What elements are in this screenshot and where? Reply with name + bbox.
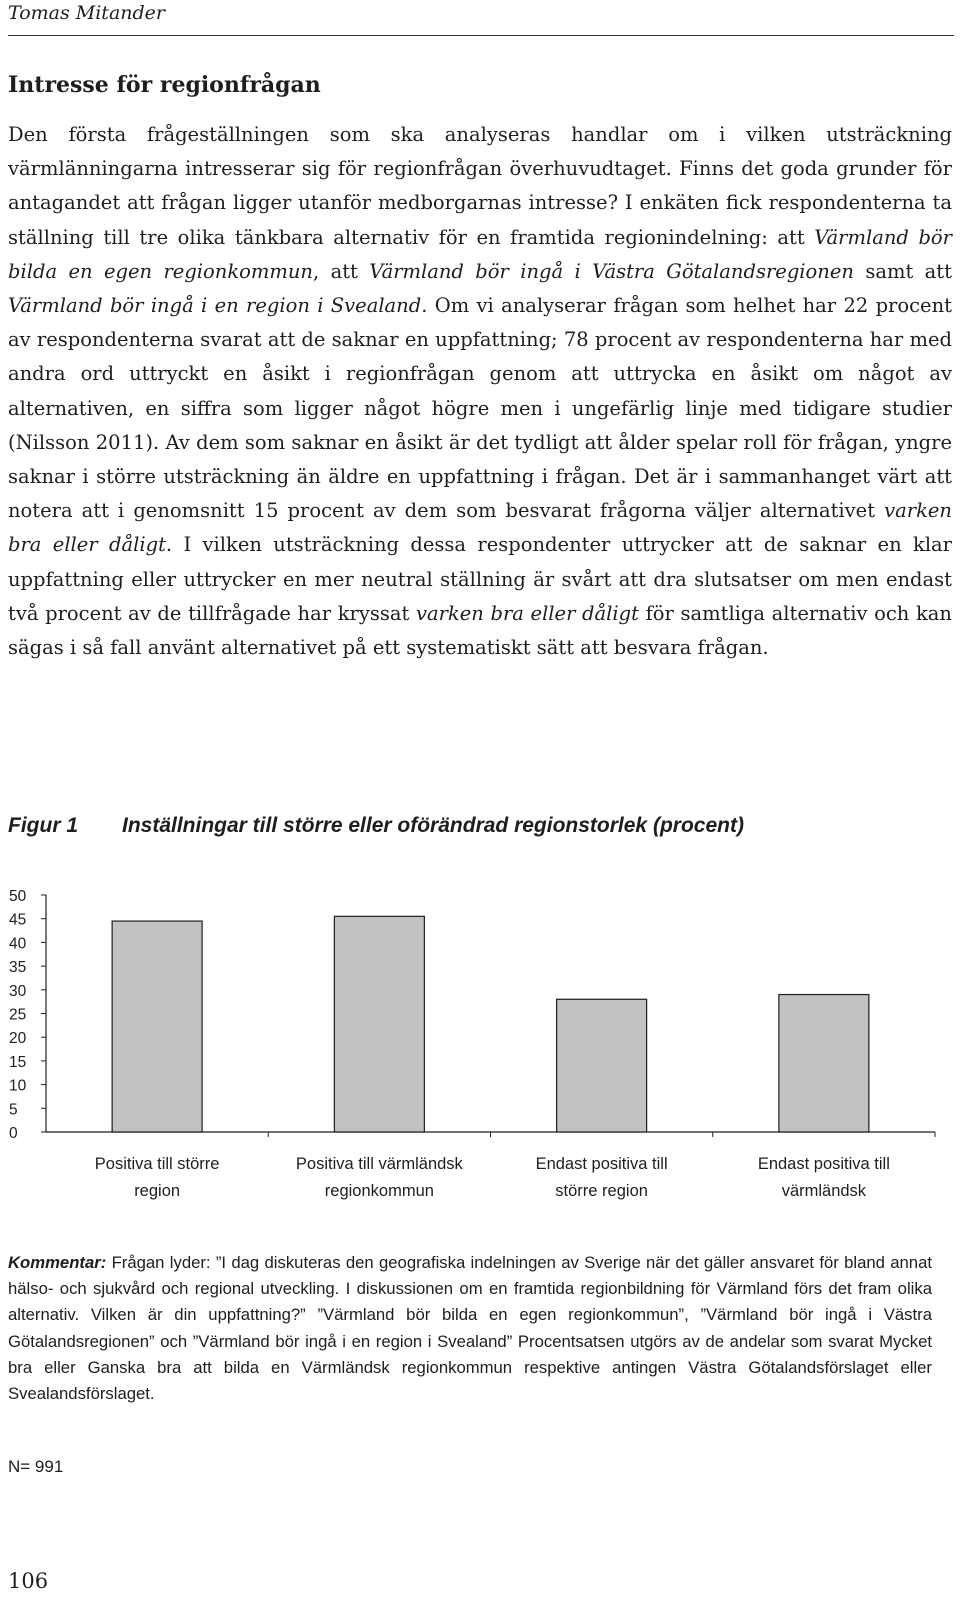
x-category-label: Positiva till större <box>94 1155 220 1173</box>
comment-lead: Kommentar: <box>8 1253 107 1272</box>
x-category-label: större region <box>555 1182 648 1200</box>
bar <box>779 995 869 1132</box>
y-tick-label: 35 <box>9 959 27 977</box>
y-tick-label: 25 <box>9 1006 27 1024</box>
body-italic-run: varken bra eller dåligt <box>415 601 639 625</box>
page-number: 106 <box>8 1569 49 1593</box>
x-category-label: värmländsk <box>781 1182 867 1200</box>
body-text-run: Om vi analyserar frågan som helhet har 22 procent av respondenterna svarat att de saknar en uppfattning; 78 procent av respondenterna har med andra ord uttryckt en åsikt i regionfrågan genom att uttrycka en åsikt om något av alternativen, en siffra som ligger något högre men i ungefärlig linje med tidigare studier (Nilsson 2011). Av dem som saknar en åsikt är det tydligt att ålder spelar roll för frågan, yngre saknar i större utsträckning än äldre en uppfattning i frågan. Det är i sammanhanget värt att notera att i genomsnitt 15 procent av dem som besvarat frågorna väljer alternativet <box>8 294 952 523</box>
body-italic-run: Värmland bör ingå i Västra Götalandsregionen <box>369 259 854 283</box>
sample-size: N= 991 <box>8 1457 64 1476</box>
x-category-label: Positiva till värmländsk <box>295 1155 463 1173</box>
section-heading: Intresse för regionfrågan <box>8 72 321 98</box>
figure-comment <box>8 1250 932 1407</box>
x-category-label: region <box>134 1182 181 1200</box>
running-header-author: Tomas Mitander <box>8 2 165 24</box>
y-tick-label: 20 <box>9 1030 27 1048</box>
body-text-run: , att <box>313 259 370 283</box>
y-tick-label: 40 <box>9 935 27 953</box>
body-italic-run: Värmland bör ingå i en region i Svealand. <box>8 294 428 318</box>
y-tick-label: 15 <box>9 1053 27 1071</box>
body-italic-run: varken bra eller dåligt <box>8 499 952 557</box>
body-text-run: Den första frågeställningen som ska analyseras handlar om i vilken utsträckning värmlänningarna intresserar sig för regionfrågan överhuvudtaget. Finns det goda grunder för antagandet att frågan ligger utanför medborgarnas intresse? I enkäten fick respondenterna ta ställning till tre olika tänkbara alternativ för en framtida regionindelning: att <box>8 123 952 249</box>
body-paragraph <box>8 118 952 665</box>
x-category-label: Endast positiva till <box>757 1155 890 1173</box>
y-tick-label: 10 <box>9 1077 27 1095</box>
y-tick-label: 0 <box>9 1125 18 1142</box>
x-category-label: Endast positiva till <box>535 1155 668 1173</box>
comment-text: Frågan lyder: ”I dag diskuteras den geografiska indelningen av Sverige när det gäller ansvaret för bland annat hälso- och sjukvård och regional utveckling. I diskussionen om en framtida regionbildning för Värmland förs det fram olika alternativ. Vilken är din uppfattning?” ”Värmland bör bilda en egen regionkommun”, ”Värmland bör ingå i Västra Götalandsregionen” och ”Värmland bör ingå i en region i Svealand” Procentsatsen utgörs av de andelar som svarat Mycket bra eller Ganska bra att bilda en Värmländsk regionkommun respektive antingen Västra Götalandsförslaget eller Svealandsförslaget. <box>8 1253 932 1404</box>
bar <box>112 921 202 1132</box>
y-tick-label: 30 <box>9 982 27 1000</box>
y-tick-label: 45 <box>9 911 27 929</box>
header-rule <box>8 35 954 36</box>
figure-label: Figur 1 <box>8 814 79 837</box>
x-category-label: regionkommun <box>324 1182 434 1200</box>
body-text-run: för samtliga alternativ och kan sägas i så fall använt alternativet på ett systematiskt sätt att besvara frågan. <box>8 601 952 660</box>
body-text-run: samt att <box>853 259 952 283</box>
body-text-run: . I vilken utsträckning dessa respondenter uttrycker att de saknar en klar uppfattning eller uttrycker en mer neutral ställning är svårt att dra slutsatser om men endast två procent av de tillfrågade har kryssat <box>8 533 952 625</box>
bar-chart <box>0 870 960 1210</box>
bar <box>334 916 424 1132</box>
body-italic-run: Värmland bör bilda en egen regionkommun <box>8 225 952 283</box>
figure-title: Inställningar till större eller oförändrad regionstorlek (procent) <box>122 814 744 837</box>
bar <box>557 999 647 1132</box>
y-tick-label: 50 <box>9 888 27 905</box>
y-tick-label: 5 <box>9 1101 18 1119</box>
